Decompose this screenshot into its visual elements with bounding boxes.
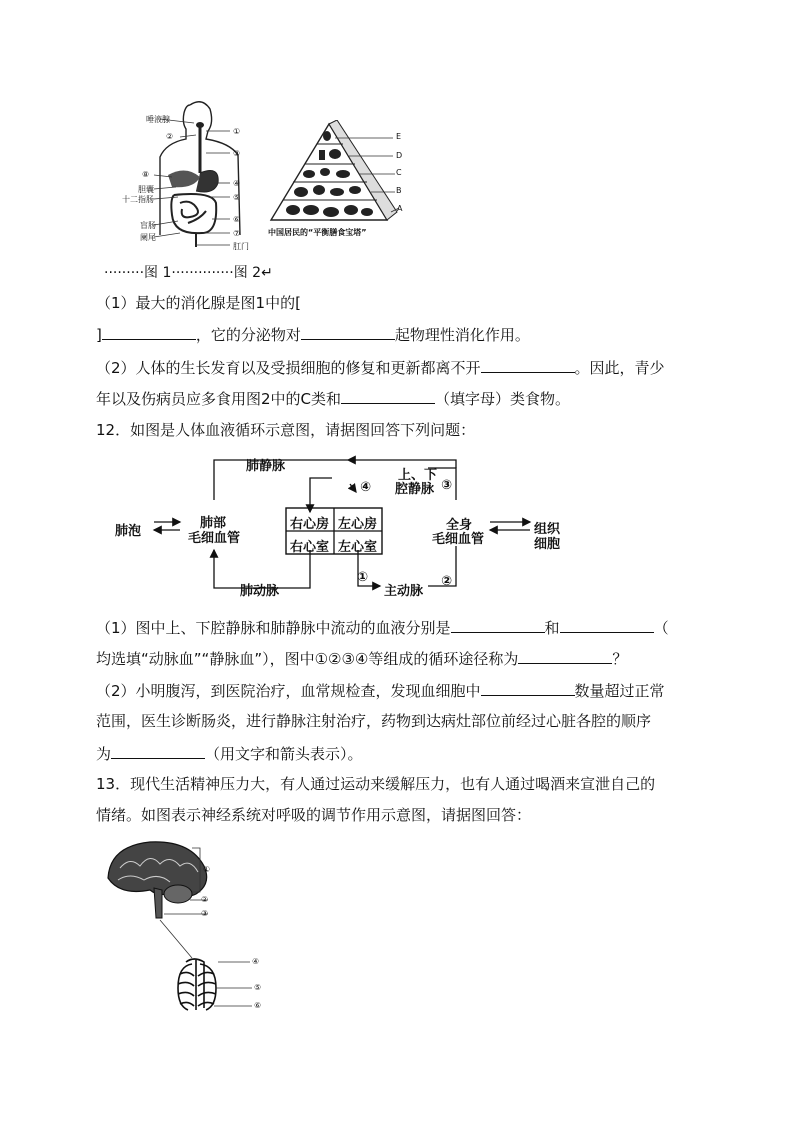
fig1-label-anus: 肛门 <box>233 242 249 251</box>
label-lung-capillary-line1: 肺部 <box>200 516 227 531</box>
fig1-label-1: ① <box>233 127 241 136</box>
label-alveoli: 肺泡 <box>115 524 142 539</box>
answer-blank[interactable] <box>481 356 575 373</box>
fig1-label-8: ⑧ <box>142 170 150 179</box>
q12-part2-line3: 为 （用文字和箭头表示）。 <box>96 742 363 765</box>
label-right-atrium: 右心房 <box>290 517 330 532</box>
fig1-label-appendix: 阑尾 <box>140 233 156 242</box>
fig1-label-3: ③ <box>233 149 241 158</box>
fig13-label-6: ⑥ <box>254 1001 262 1010</box>
fig1-label-salivary: 唾液腺 <box>146 115 170 124</box>
fig13-label-2: ② <box>201 895 209 904</box>
fig2-level-d: D <box>396 151 403 160</box>
fig13-label-4: ④ <box>252 957 260 966</box>
label-tissue-line2: 细胞 <box>534 537 561 552</box>
q12-part2-line2: 范围，医生诊断肠炎，进行静脉注射治疗，药物到达病灶部位前经过心脏各腔的顺序 <box>96 712 652 730</box>
q12-part2-line1: （2）小明腹泻，到医院治疗，血常规检查，发现血细胞中 数量超过正常 <box>96 679 665 702</box>
q13-stem-line2: 情绪。如图表示神经系统对呼吸的调节作用示意图，请据图回答： <box>96 806 532 824</box>
label-aorta: 主动脉 <box>384 584 424 599</box>
fig1-label-4: ④ <box>233 179 241 188</box>
label-num-4: ④ <box>360 480 372 495</box>
q11-part1-line2: ] ，它的分泌物对 起物理性消化作用。 <box>96 323 530 346</box>
fig1-label-2: ② <box>166 132 174 141</box>
fig2-level-b: B <box>396 186 402 195</box>
fig2-level-c: C <box>396 168 402 177</box>
label-lung-capillary-line2: 毛细血管 <box>188 531 241 546</box>
label-left-atrium: 左心房 <box>338 517 378 532</box>
answer-blank[interactable] <box>301 323 395 340</box>
q12-stem: 12．如图是人体血液循环示意图，请据图回答下列问题： <box>96 421 476 439</box>
fig1-label-7: ⑦ <box>233 229 241 238</box>
fig1-label-6: ⑥ <box>233 215 241 224</box>
q11-part2-line1: （2）人体的生长发育以及受损细胞的修复和更新都离不开 。因此，青少 <box>96 356 665 379</box>
figure-food-pyramid <box>255 120 415 230</box>
q13-stem-line1: 13．现代生活精神压力大，有人通过运动来缓解压力，也有人通过喝酒来宣泄自己的 <box>96 775 656 793</box>
label-num-3: ③ <box>441 478 453 493</box>
answer-blank[interactable] <box>341 387 435 404</box>
label-vena-cava-line1: 上、下 <box>398 468 438 483</box>
label-num-1: ① <box>357 570 369 585</box>
label-tissue-line1: 组织 <box>534 522 561 537</box>
figure-brain-ribcage <box>100 838 270 1016</box>
q12-part1-line2: 均选填“动脉血”“静脉血”），图中①②③④等组成的循环途径称为 ？ <box>96 647 627 670</box>
q11-part2-line2: 年以及伤病员应多食用图2中的C类和 （填字母）类食物。 <box>96 387 570 410</box>
fig13-label-3: ③ <box>201 909 209 918</box>
answer-blank[interactable] <box>451 616 545 633</box>
fig1-label-gallbladder: 胆囊 <box>138 185 154 194</box>
answer-blank[interactable] <box>518 647 612 664</box>
label-pulmonary-artery: 肺动脉 <box>240 584 280 599</box>
fig2-level-a: A <box>397 204 403 213</box>
fig1-label-cecum: 盲肠 <box>140 221 156 230</box>
answer-blank[interactable] <box>102 323 196 340</box>
fig13-label-5: ⑤ <box>254 983 262 992</box>
answer-blank[interactable] <box>111 742 205 759</box>
label-pulmonary-vein: 肺静脉 <box>246 459 286 474</box>
fig2-level-e: E <box>396 132 402 141</box>
label-right-ventricle: 右心室 <box>290 540 330 555</box>
q11-part1-line1: （1）最大的消化腺是图1中的[ <box>96 294 301 312</box>
fig1-label-5: ⑤ <box>233 193 241 202</box>
answer-blank[interactable] <box>560 616 654 633</box>
label-vena-cava-line2: 腔静脉 <box>395 482 435 497</box>
figure-captions: ·········图 1··············图 2↵ <box>104 265 273 281</box>
label-num-2: ② <box>441 574 453 589</box>
fig2-caption: 中国居民的“平衡膳食宝塔” <box>268 228 367 237</box>
label-left-ventricle: 左心室 <box>338 540 378 555</box>
answer-blank[interactable] <box>481 679 575 696</box>
label-body-capillary-line1: 全身 <box>446 518 473 533</box>
fig13-label-1: ① <box>203 865 211 874</box>
fig1-label-duodenum: 十二指肠 <box>122 195 154 204</box>
label-body-capillary-line2: 毛细血管 <box>432 532 485 547</box>
q12-part1-line1: （1）图中上、下腔静脉和肺静脉中流动的血液分别是 和 （ <box>96 616 669 639</box>
